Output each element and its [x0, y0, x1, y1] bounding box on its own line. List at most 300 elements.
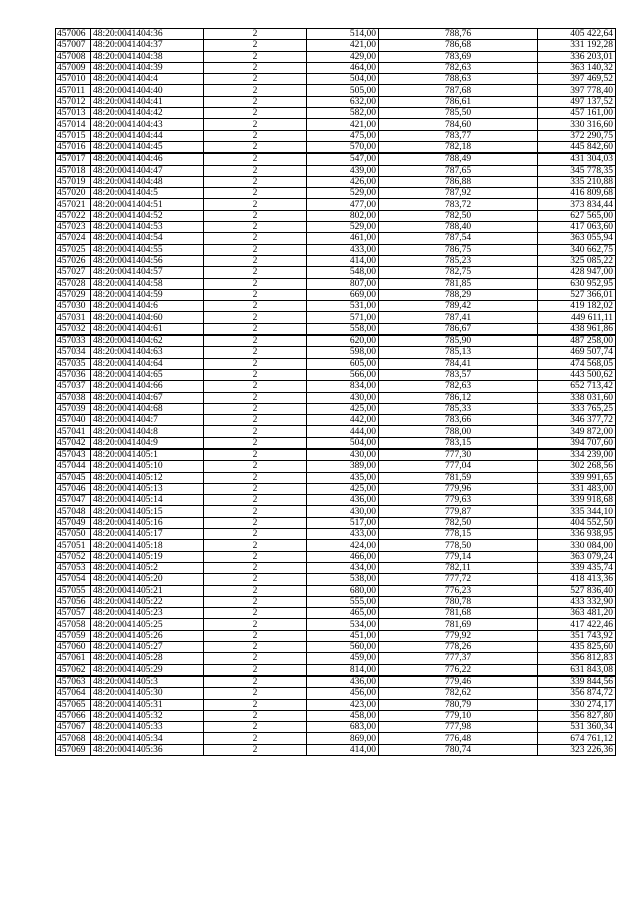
specific-value-cell: 777,30 [379, 449, 538, 461]
row-id-cell: 457012 [56, 96, 91, 107]
row-id-cell: 457049 [56, 517, 91, 528]
row-id-cell: 457040 [56, 415, 91, 426]
specific-value-cell: 785,23 [379, 255, 538, 266]
specific-value-cell: 781,69 [379, 619, 538, 630]
cadastral-value-cell: 339 918,68 [538, 495, 616, 506]
row-id-cell: 457022 [56, 210, 91, 221]
cadastral-number-cell: 48:20:0041404:56 [91, 255, 204, 266]
specific-value-cell: 785,90 [379, 335, 538, 347]
area-cell: 620,00 [307, 335, 379, 347]
row-id-cell: 457007 [56, 40, 91, 51]
cadastral-number-cell: 48:20:0041405:14 [91, 495, 204, 506]
row-id-cell: 457020 [56, 188, 91, 199]
specific-value-cell: 785,33 [379, 403, 538, 414]
cadastral-number-cell: 48:20:0041404:52 [91, 210, 204, 221]
table-row [56, 733, 616, 744]
area-cell: 538,00 [307, 574, 379, 585]
table-row [56, 403, 616, 414]
specific-value-cell: 777,04 [379, 461, 538, 472]
specific-value-cell: 779,87 [379, 506, 538, 517]
group-cell: 2 [204, 289, 307, 300]
group-cell: 2 [204, 437, 307, 449]
cadastral-number-cell: 48:20:0041404:41 [91, 96, 204, 107]
specific-value-cell: 782,75 [379, 267, 538, 278]
cadastral-value-cell: 397 469,52 [538, 74, 616, 85]
row-id-cell: 457014 [56, 119, 91, 130]
cadastral-value-cell: 335 210,88 [538, 176, 616, 187]
specific-value-cell: 779,46 [379, 676, 538, 688]
cadastral-value-cell: 330 274,17 [538, 699, 616, 710]
group-cell: 2 [204, 233, 307, 244]
cadastral-number-cell: 48:20:0041404:63 [91, 347, 204, 358]
area-cell: 680,00 [307, 585, 379, 596]
cadastral-value-cell: 338 031,60 [538, 392, 616, 403]
cadastral-number-cell: 48:20:0041404:38 [91, 51, 204, 62]
row-id-cell: 457041 [56, 426, 91, 437]
group-cell: 2 [204, 153, 307, 165]
area-cell: 430,00 [307, 506, 379, 517]
cadastral-value-cell: 351 743,92 [538, 630, 616, 641]
row-id-cell: 457021 [56, 199, 91, 210]
cadastral-number-cell: 48:20:0041404:66 [91, 381, 204, 392]
group-cell: 2 [204, 415, 307, 426]
area-cell: 430,00 [307, 449, 379, 461]
area-cell: 505,00 [307, 85, 379, 96]
cadastral-number-cell: 48:20:0041405:30 [91, 688, 204, 699]
table-row [56, 62, 616, 73]
table-row [56, 472, 616, 483]
table-row [56, 301, 616, 312]
cadastral-number-cell: 48:20:0041405:10 [91, 461, 204, 472]
table-row [56, 347, 616, 358]
table-row [56, 210, 616, 221]
group-cell: 2 [204, 676, 307, 688]
area-cell: 529,00 [307, 222, 379, 233]
group-cell: 2 [204, 335, 307, 347]
table-row [56, 585, 616, 596]
group-cell: 2 [204, 630, 307, 641]
cadastral-number-cell: 48:20:0041405:33 [91, 722, 204, 733]
cadastral-number-cell: 48:20:0041405:34 [91, 733, 204, 744]
area-cell: 514,00 [307, 29, 379, 40]
specific-value-cell: 778,15 [379, 529, 538, 540]
row-id-cell: 457038 [56, 392, 91, 403]
row-id-cell: 457065 [56, 699, 91, 710]
area-cell: 571,00 [307, 312, 379, 323]
specific-value-cell: 788,76 [379, 29, 538, 40]
table-row [56, 85, 616, 96]
cadastral-number-cell: 48:20:0041405:3 [91, 676, 204, 688]
specific-value-cell: 781,59 [379, 472, 538, 483]
group-cell: 2 [204, 699, 307, 710]
specific-value-cell: 788,29 [379, 289, 538, 300]
group-cell: 2 [204, 495, 307, 506]
table-row [56, 744, 616, 755]
table-row [56, 51, 616, 62]
specific-value-cell: 786,61 [379, 96, 538, 107]
row-id-cell: 457036 [56, 369, 91, 380]
cadastral-value-cell: 416 809,68 [538, 188, 616, 199]
specific-value-cell: 786,67 [379, 323, 538, 335]
specific-value-cell: 780,78 [379, 596, 538, 607]
cadastral-number-cell: 48:20:0041405:18 [91, 540, 204, 551]
cadastral-value-cell: 349 872,00 [538, 426, 616, 437]
area-cell: 423,00 [307, 699, 379, 710]
cadastral-number-cell: 48:20:0041405:2 [91, 562, 204, 573]
group-cell: 2 [204, 96, 307, 107]
area-cell: 442,00 [307, 415, 379, 426]
specific-value-cell: 776,23 [379, 585, 538, 596]
cadastral-value-cell: 330 316,60 [538, 119, 616, 130]
cadastral-number-cell: 48:20:0041404:58 [91, 278, 204, 289]
row-id-cell: 457035 [56, 358, 91, 369]
cadastral-number-cell: 48:20:0041404:67 [91, 392, 204, 403]
row-id-cell: 457032 [56, 323, 91, 335]
specific-value-cell: 785,13 [379, 347, 538, 358]
group-cell: 2 [204, 722, 307, 733]
group-cell: 2 [204, 323, 307, 335]
specific-value-cell: 782,11 [379, 562, 538, 573]
group-cell: 2 [204, 210, 307, 221]
area-cell: 444,00 [307, 426, 379, 437]
table-row [56, 222, 616, 233]
group-cell: 2 [204, 426, 307, 437]
area-cell: 433,00 [307, 244, 379, 255]
group-cell: 2 [204, 461, 307, 472]
group-cell: 2 [204, 278, 307, 289]
area-cell: 548,00 [307, 267, 379, 278]
row-id-cell: 457053 [56, 562, 91, 573]
cadastral-value-cell: 674 761,12 [538, 733, 616, 744]
group-cell: 2 [204, 130, 307, 141]
group-cell: 2 [204, 369, 307, 380]
specific-value-cell: 786,68 [379, 40, 538, 51]
cadastral-number-cell: 48:20:0041404:61 [91, 323, 204, 335]
row-id-cell: 457066 [56, 710, 91, 721]
table-row [56, 381, 616, 392]
cadastral-number-cell: 48:20:0041405:29 [91, 664, 204, 676]
specific-value-cell: 776,22 [379, 664, 538, 676]
cadastral-number-cell: 48:20:0041404:48 [91, 176, 204, 187]
table-row [56, 278, 616, 289]
specific-value-cell: 787,65 [379, 165, 538, 176]
table-row [56, 141, 616, 153]
table-row [56, 653, 616, 664]
group-cell: 2 [204, 642, 307, 653]
cadastral-value-cell: 302 268,56 [538, 461, 616, 472]
area-cell: 605,00 [307, 358, 379, 369]
table-row [56, 358, 616, 369]
cadastral-value-cell: 363 481,20 [538, 608, 616, 619]
area-cell: 566,00 [307, 369, 379, 380]
table-row [56, 495, 616, 506]
cadastral-value-cell: 457 161,00 [538, 108, 616, 119]
table-row [56, 426, 616, 437]
row-id-cell: 457010 [56, 74, 91, 85]
row-id-cell: 457027 [56, 267, 91, 278]
group-cell: 2 [204, 255, 307, 266]
cadastral-number-cell: 48:20:0041404:6 [91, 301, 204, 312]
table-row [56, 574, 616, 585]
row-id-cell: 457037 [56, 381, 91, 392]
row-id-cell: 457011 [56, 85, 91, 96]
row-id-cell: 457039 [56, 403, 91, 414]
specific-value-cell: 782,50 [379, 210, 538, 221]
group-cell: 2 [204, 199, 307, 210]
area-cell: 475,00 [307, 130, 379, 141]
row-id-cell: 457017 [56, 153, 91, 165]
cadastral-value-cell: 363 140,32 [538, 62, 616, 73]
table-row [56, 323, 616, 335]
row-id-cell: 457013 [56, 108, 91, 119]
cadastral-value-cell: 323 226,36 [538, 744, 616, 755]
row-id-cell: 457047 [56, 495, 91, 506]
group-cell: 2 [204, 222, 307, 233]
cadastral-number-cell: 48:20:0041405:13 [91, 483, 204, 494]
row-id-cell: 457043 [56, 449, 91, 461]
group-cell: 2 [204, 312, 307, 323]
cadastral-value-cell: 418 413,36 [538, 574, 616, 585]
specific-value-cell: 782,63 [379, 381, 538, 392]
table-row [56, 415, 616, 426]
row-id-cell: 457048 [56, 506, 91, 517]
row-id-cell: 457018 [56, 165, 91, 176]
table-row [56, 335, 616, 347]
cadastral-number-cell: 48:20:0041404:60 [91, 312, 204, 323]
cadastral-number-cell: 48:20:0041404:8 [91, 426, 204, 437]
table-row [56, 244, 616, 255]
cadastral-value-cell: 339 991,65 [538, 472, 616, 483]
row-id-cell: 457046 [56, 483, 91, 494]
cadastral-value-cell: 394 707,60 [538, 437, 616, 449]
table-body [56, 29, 616, 756]
cadastral-value-cell: 527 836,40 [538, 585, 616, 596]
table-row [56, 130, 616, 141]
cadastral-number-cell: 48:20:0041404:53 [91, 222, 204, 233]
table-row [56, 551, 616, 562]
area-cell: 421,00 [307, 119, 379, 130]
cadastral-number-cell: 48:20:0041405:12 [91, 472, 204, 483]
cadastral-number-cell: 48:20:0041404:57 [91, 267, 204, 278]
area-cell: 459,00 [307, 653, 379, 664]
cadastral-value-table [55, 28, 616, 756]
specific-value-cell: 779,14 [379, 551, 538, 562]
cadastral-number-cell: 48:20:0041405:28 [91, 653, 204, 664]
area-cell: 582,00 [307, 108, 379, 119]
group-cell: 2 [204, 483, 307, 494]
group-cell: 2 [204, 381, 307, 392]
cadastral-value-cell: 474 568,05 [538, 358, 616, 369]
specific-value-cell: 777,72 [379, 574, 538, 585]
specific-value-cell: 787,54 [379, 233, 538, 244]
cadastral-number-cell: 48:20:0041405:22 [91, 596, 204, 607]
area-cell: 435,00 [307, 472, 379, 483]
area-cell: 464,00 [307, 62, 379, 73]
cadastral-number-cell: 48:20:0041405:19 [91, 551, 204, 562]
cadastral-number-cell: 48:20:0041404:4 [91, 74, 204, 85]
group-cell: 2 [204, 733, 307, 744]
group-cell: 2 [204, 744, 307, 755]
area-cell: 477,00 [307, 199, 379, 210]
area-cell: 869,00 [307, 733, 379, 744]
specific-value-cell: 789,42 [379, 301, 538, 312]
row-id-cell: 457042 [56, 437, 91, 449]
area-cell: 632,00 [307, 96, 379, 107]
cadastral-number-cell: 48:20:0041405:16 [91, 517, 204, 528]
table-row [56, 722, 616, 733]
area-cell: 807,00 [307, 278, 379, 289]
table-row [56, 517, 616, 528]
cadastral-value-cell: 325 085,22 [538, 255, 616, 266]
table-row [56, 506, 616, 517]
cadastral-value-cell: 404 552,50 [538, 517, 616, 528]
group-cell: 2 [204, 40, 307, 51]
area-cell: 570,00 [307, 141, 379, 153]
area-cell: 425,00 [307, 483, 379, 494]
cadastral-number-cell: 48:20:0041405:36 [91, 744, 204, 755]
row-id-cell: 457044 [56, 461, 91, 472]
cadastral-value-cell: 331 483,00 [538, 483, 616, 494]
group-cell: 2 [204, 347, 307, 358]
group-cell: 2 [204, 62, 307, 73]
specific-value-cell: 783,66 [379, 415, 538, 426]
group-cell: 2 [204, 551, 307, 562]
table-row [56, 369, 616, 380]
cadastral-number-cell: 48:20:0041404:40 [91, 85, 204, 96]
cadastral-value-cell: 531 360,34 [538, 722, 616, 733]
table-row [56, 29, 616, 40]
area-cell: 465,00 [307, 608, 379, 619]
specific-value-cell: 782,63 [379, 62, 538, 73]
cadastral-number-cell: 48:20:0041404:46 [91, 153, 204, 165]
cadastral-number-cell: 48:20:0041404:37 [91, 40, 204, 51]
row-id-cell: 457059 [56, 630, 91, 641]
specific-value-cell: 778,26 [379, 642, 538, 653]
cadastral-value-cell: 428 947,00 [538, 267, 616, 278]
row-id-cell: 457025 [56, 244, 91, 255]
group-cell: 2 [204, 472, 307, 483]
cadastral-value-cell: 445 842,60 [538, 141, 616, 153]
cadastral-value-cell: 356 827,80 [538, 710, 616, 721]
table-row [56, 392, 616, 403]
cadastral-value-cell: 527 366,01 [538, 289, 616, 300]
cadastral-number-cell: 48:20:0041404:44 [91, 130, 204, 141]
area-cell: 529,00 [307, 188, 379, 199]
table-row [56, 699, 616, 710]
cadastral-value-cell: 346 377,72 [538, 415, 616, 426]
specific-value-cell: 779,96 [379, 483, 538, 494]
cadastral-value-cell: 340 662,75 [538, 244, 616, 255]
row-id-cell: 457067 [56, 722, 91, 733]
specific-value-cell: 779,92 [379, 630, 538, 641]
specific-value-cell: 783,77 [379, 130, 538, 141]
row-id-cell: 457016 [56, 141, 91, 153]
cadastral-number-cell: 48:20:0041405:31 [91, 699, 204, 710]
table-row [56, 676, 616, 688]
cadastral-value-cell: 330 084,00 [538, 540, 616, 551]
row-id-cell: 457026 [56, 255, 91, 266]
cadastral-number-cell: 48:20:0041404:51 [91, 199, 204, 210]
table-row [56, 710, 616, 721]
cadastral-number-cell: 48:20:0041404:62 [91, 335, 204, 347]
cadastral-number-cell: 48:20:0041404:36 [91, 29, 204, 40]
cadastral-number-cell: 48:20:0041404:64 [91, 358, 204, 369]
row-id-cell: 457057 [56, 608, 91, 619]
table-row [56, 176, 616, 187]
row-id-cell: 457062 [56, 664, 91, 676]
group-cell: 2 [204, 688, 307, 699]
row-id-cell: 457054 [56, 574, 91, 585]
table-row [56, 108, 616, 119]
table-row [56, 562, 616, 573]
cadastral-number-cell: 48:20:0041404:5 [91, 188, 204, 199]
specific-value-cell: 778,50 [379, 540, 538, 551]
area-cell: 466,00 [307, 551, 379, 562]
area-cell: 436,00 [307, 495, 379, 506]
cadastral-value-cell: 469 507,74 [538, 347, 616, 358]
cadastral-number-cell: 48:20:0041404:43 [91, 119, 204, 130]
specific-value-cell: 783,15 [379, 437, 538, 449]
cadastral-value-cell: 431 304,03 [538, 153, 616, 165]
specific-value-cell: 784,60 [379, 119, 538, 130]
row-id-cell: 457009 [56, 62, 91, 73]
cadastral-value-cell: 630 952,95 [538, 278, 616, 289]
group-cell: 2 [204, 710, 307, 721]
group-cell: 2 [204, 608, 307, 619]
row-id-cell: 457034 [56, 347, 91, 358]
specific-value-cell: 788,00 [379, 426, 538, 437]
row-id-cell: 457061 [56, 653, 91, 664]
row-id-cell: 457024 [56, 233, 91, 244]
cadastral-value-cell: 417 063,60 [538, 222, 616, 233]
table-row [56, 119, 616, 130]
group-cell: 2 [204, 585, 307, 596]
area-cell: 504,00 [307, 437, 379, 449]
table-row [56, 74, 616, 85]
area-cell: 504,00 [307, 74, 379, 85]
row-id-cell: 457023 [56, 222, 91, 233]
cadastral-number-cell: 48:20:0041404:55 [91, 244, 204, 255]
group-cell: 2 [204, 403, 307, 414]
row-id-cell: 457033 [56, 335, 91, 347]
cadastral-number-cell: 48:20:0041405:1 [91, 449, 204, 461]
area-cell: 560,00 [307, 642, 379, 653]
group-cell: 2 [204, 562, 307, 573]
row-id-cell: 457064 [56, 688, 91, 699]
specific-value-cell: 787,41 [379, 312, 538, 323]
table-row [56, 437, 616, 449]
specific-value-cell: 786,88 [379, 176, 538, 187]
cadastral-value-cell: 417 422,46 [538, 619, 616, 630]
cadastral-number-cell: 48:20:0041405:20 [91, 574, 204, 585]
row-id-cell: 457031 [56, 312, 91, 323]
group-cell: 2 [204, 540, 307, 551]
cadastral-value-cell: 334 239,00 [538, 449, 616, 461]
cadastral-value-cell: 336 938,95 [538, 529, 616, 540]
table-row [56, 233, 616, 244]
cadastral-number-cell: 48:20:0041404:65 [91, 369, 204, 380]
specific-value-cell: 783,69 [379, 51, 538, 62]
group-cell: 2 [204, 176, 307, 187]
specific-value-cell: 781,68 [379, 608, 538, 619]
table-row [56, 688, 616, 699]
specific-value-cell: 779,10 [379, 710, 538, 721]
specific-value-cell: 782,62 [379, 688, 538, 699]
cadastral-value-cell: 419 182,02 [538, 301, 616, 312]
specific-value-cell: 786,75 [379, 244, 538, 255]
area-cell: 426,00 [307, 176, 379, 187]
area-cell: 414,00 [307, 744, 379, 755]
